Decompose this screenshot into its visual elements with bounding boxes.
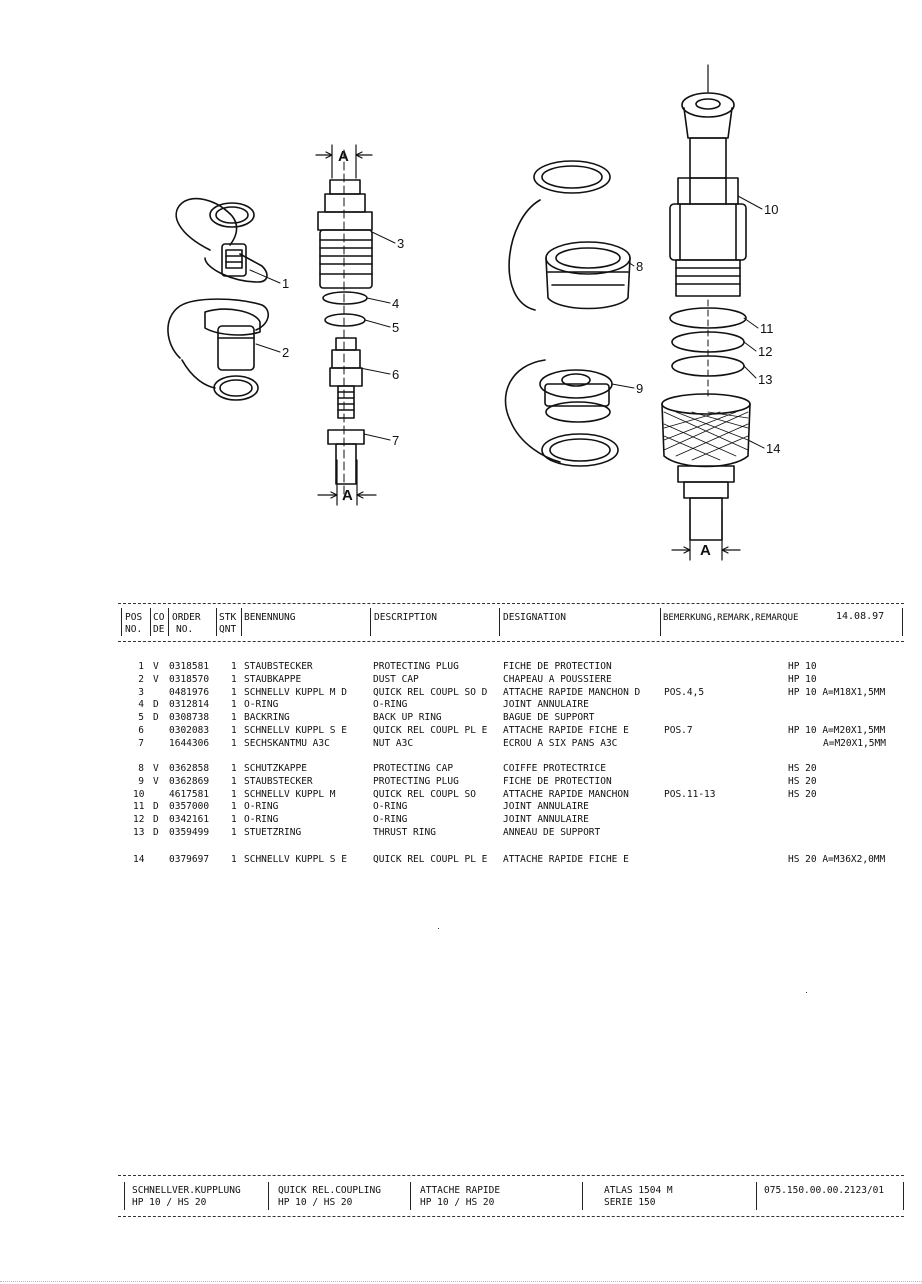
cell-code: V (153, 775, 159, 787)
cell-designation: ECROU A SIX PANS A3C (503, 737, 618, 749)
cell-benennung: SCHNELLV KUPPL M (244, 788, 336, 800)
cell-designation: ANNEAU DE SUPPORT (503, 827, 601, 838)
column-divider (499, 608, 500, 636)
table-top-rule (118, 603, 904, 604)
cell-order-number: 0318581 (169, 661, 210, 672)
cell-qty: 1 (231, 673, 237, 685)
page-edge-line (0, 1281, 922, 1282)
cell-pos: 9 (138, 775, 144, 787)
callout-12: 12 (758, 344, 773, 359)
cell-benennung: BACKRING (244, 712, 290, 724)
cell-designation: FICHE DE PROTECTION (503, 661, 612, 672)
part-1-protecting-plug (176, 199, 267, 282)
scan-speck (438, 928, 439, 929)
cell-code: D (153, 699, 159, 711)
cell-designation: ATTACHE RAPIDE MANCHON (503, 788, 629, 800)
scan-speck (806, 992, 807, 993)
callout-3: 3 (397, 236, 405, 251)
footer-document-number: 075.150.00.00.2123/01 (764, 1185, 885, 1196)
callout-13: 13 (758, 372, 773, 387)
cell-pos: 7 (138, 737, 144, 749)
cell-description: O-RING (373, 801, 408, 813)
cell-description: THRUST RING (373, 827, 436, 838)
cell-code: V (153, 673, 159, 685)
cell-remark: HP 10 A=M20X1,5MM (788, 725, 886, 736)
cell-qty: 1 (231, 854, 237, 865)
cell-order-number: 0342161 (169, 814, 210, 826)
header-order-no: ORDER NO. (172, 612, 201, 635)
footer-model: ATLAS 1504 M SERIE 150 (604, 1185, 673, 1208)
cell-pos: 5 (138, 712, 144, 724)
cell-designation: CHAPEAU A POUSSIERE (503, 673, 612, 685)
cell-description: O-RING (373, 699, 408, 711)
header-benennung: BENENNUNG (244, 612, 296, 623)
footer-right-border (903, 1182, 904, 1210)
cell-qty: 1 (231, 699, 237, 711)
footer-title-english: QUICK REL.COUPLING HP 10 / HS 20 (278, 1185, 381, 1208)
cell-description: PROTECTING PLUG (373, 775, 459, 787)
cell-benennung: O-RING (244, 814, 279, 826)
cell-qty: 1 (231, 712, 237, 724)
cell-benennung: SCHUTZKAPPE (244, 763, 307, 774)
parts-10-to-14-large-coupling (662, 65, 750, 540)
column-divider (241, 608, 242, 636)
cell-description: QUICK REL COUPL SO (373, 788, 476, 800)
callout-4: 4 (392, 296, 400, 311)
cell-qty: 1 (231, 725, 237, 736)
cell-order-number: 0318570 (169, 673, 210, 685)
header-remark: BEMERKUNG,REMARK,REMARQUE (663, 613, 799, 623)
cell-remark: HS 20 (788, 788, 817, 800)
cell-order-number: 0359499 (169, 827, 210, 838)
column-divider (150, 608, 151, 636)
cell-pos: 2 (138, 673, 144, 685)
cell-benennung: STUETZRING (244, 827, 302, 838)
cell-description: PROTECTING PLUG (373, 661, 459, 672)
callout-1: 1 (282, 276, 290, 291)
footer-divider (268, 1182, 269, 1210)
header-designation: DESIGNATION (503, 612, 566, 623)
cell-remark: HP 10 A=M18X1,5MM (788, 686, 886, 698)
cell-remark: A=M20X1,5MM (823, 737, 886, 749)
cell-pos: 14 (133, 854, 145, 865)
cell-benennung: SCHNELLV KUPPL M D (244, 686, 347, 698)
cell-benennung: SECHSKANTMU A3C (244, 737, 330, 749)
cell-order-number: 0357000 (169, 801, 210, 813)
cell-designation: BAGUE DE SUPPORT (503, 712, 595, 724)
cell-code: D (153, 801, 159, 813)
cell-qty: 1 (231, 763, 237, 774)
cell-benennung: SCHNELLV KUPPL S E (244, 854, 347, 865)
footer-left-border (124, 1182, 125, 1210)
footer-top-rule (118, 1175, 904, 1176)
cell-remark: HP 10 (788, 661, 817, 672)
cell-pos: 10 (133, 788, 145, 800)
callout-9: 9 (636, 381, 644, 396)
dimension-a-label-lower-left: A (342, 487, 353, 504)
cell-pos: 3 (138, 686, 144, 698)
header-pos: POS NO. (125, 612, 143, 635)
header-description: DESCRIPTION (374, 612, 437, 623)
header-code: CO DE (153, 612, 165, 635)
cell-order-number: 0362869 (169, 775, 210, 787)
cell-designation: COIFFE PROTECTRICE (503, 763, 606, 774)
cell-reference: POS.7 (664, 725, 693, 736)
table-left-border (121, 608, 122, 636)
cell-pos: 8 (138, 763, 144, 774)
cell-description: O-RING (373, 814, 408, 826)
header-qty: STK QNT (219, 612, 237, 635)
parts-3-to-7-coupling-stack (318, 150, 372, 500)
cell-designation: ATTACHE RAPIDE MANCHON D (503, 686, 641, 698)
cell-benennung: STAUBKAPPE (244, 673, 302, 685)
callout-6: 6 (392, 367, 400, 382)
cell-pos: 13 (133, 827, 145, 838)
cell-remark: HS 20 (788, 775, 817, 787)
callout-14: 14 (766, 441, 781, 456)
cell-qty: 1 (231, 737, 237, 749)
part-9-protecting-plug (505, 360, 618, 466)
cell-pos: 1 (138, 661, 144, 672)
cell-designation: JOINT ANNULAIRE (503, 814, 589, 826)
cell-code: D (153, 827, 159, 838)
cell-description: QUICK REL COUPL PL E (373, 854, 488, 865)
cell-benennung: O-RING (244, 699, 279, 711)
cell-code: V (153, 763, 159, 774)
footer-divider (582, 1182, 583, 1210)
cell-remark: HS 20 A=M36X2,0MM (788, 854, 886, 865)
callout-10: 10 (764, 202, 779, 217)
callout-7: 7 (392, 433, 400, 448)
column-divider (370, 608, 371, 636)
cell-designation: FICHE DE PROTECTION (503, 775, 612, 787)
cell-remark: HP 10 (788, 673, 817, 685)
table-right-border (902, 608, 903, 636)
cell-designation: JOINT ANNULAIRE (503, 699, 589, 711)
callout-8: 8 (636, 259, 644, 274)
cell-order-number: 0379697 (169, 854, 210, 865)
cell-description: DUST CAP (373, 673, 419, 685)
cell-pos: 6 (138, 725, 144, 736)
cell-code: V (153, 661, 159, 672)
cell-qty: 1 (231, 775, 237, 787)
dimension-a-label-lower-right: A (700, 542, 711, 559)
footer-title-french: ATTACHE RAPIDE HP 10 / HS 20 (420, 1185, 501, 1208)
cell-qty: 1 (231, 686, 237, 698)
cell-order-number: 4617581 (169, 788, 210, 800)
cell-description: BACK UP RING (373, 712, 442, 724)
cell-code: D (153, 712, 159, 724)
cell-reference: POS.4,5 (664, 686, 705, 698)
cell-designation: JOINT ANNULAIRE (503, 801, 589, 813)
cell-benennung: O-RING (244, 801, 279, 813)
cell-qty: 1 (231, 814, 237, 826)
cell-order-number: 0481976 (169, 686, 210, 698)
column-divider (660, 608, 661, 636)
cell-designation: ATTACHE RAPIDE FICHE E (503, 854, 629, 865)
cell-order-number: 1644306 (169, 737, 210, 749)
column-divider (168, 608, 169, 636)
cell-qty: 1 (231, 827, 237, 838)
cell-description: PROTECTING CAP (373, 763, 454, 774)
cell-code: D (153, 814, 159, 826)
dimension-a-label-upper: A (338, 148, 349, 165)
part-8-protecting-cap (509, 161, 630, 310)
cell-qty: 1 (231, 788, 237, 800)
table-header-bottom-rule (118, 641, 904, 642)
cell-description: QUICK REL COUPL SO D (373, 686, 488, 698)
cell-benennung: SCHNELLV KUPPL S E (244, 725, 347, 736)
footer-divider (410, 1182, 411, 1210)
cell-order-number: 0312814 (169, 699, 210, 711)
cell-qty: 1 (231, 661, 237, 672)
table-date: 14.08.97 (836, 611, 885, 622)
footer-bottom-rule (118, 1216, 904, 1217)
cell-pos: 4 (138, 699, 144, 711)
callout-5: 5 (392, 320, 400, 335)
cell-pos: 11 (133, 801, 145, 813)
cell-pos: 12 (133, 814, 145, 826)
part-2-dust-cap (168, 299, 268, 400)
cell-remark: HS 20 (788, 763, 817, 774)
cell-qty: 1 (231, 801, 237, 813)
cell-reference: POS.11-13 (664, 788, 716, 800)
cell-benennung: STAUBSTECKER (244, 661, 313, 672)
column-divider (216, 608, 217, 636)
cell-order-number: 0302083 (169, 725, 210, 736)
footer-title-german: SCHNELLVER.KUPPLUNG HP 10 / HS 20 (132, 1185, 241, 1208)
callout-2: 2 (282, 345, 290, 360)
cell-order-number: 0362858 (169, 763, 210, 774)
exploded-parts-drawing (0, 0, 922, 590)
callout-11: 11 (760, 321, 774, 336)
footer-divider (756, 1182, 757, 1210)
cell-order-number: 0308738 (169, 712, 210, 724)
cell-designation: ATTACHE RAPIDE FICHE E (503, 725, 629, 736)
cell-description: QUICK REL COUPL PL E (373, 725, 488, 736)
cell-benennung: STAUBSTECKER (244, 775, 313, 787)
cell-description: NUT A3C (373, 737, 414, 749)
